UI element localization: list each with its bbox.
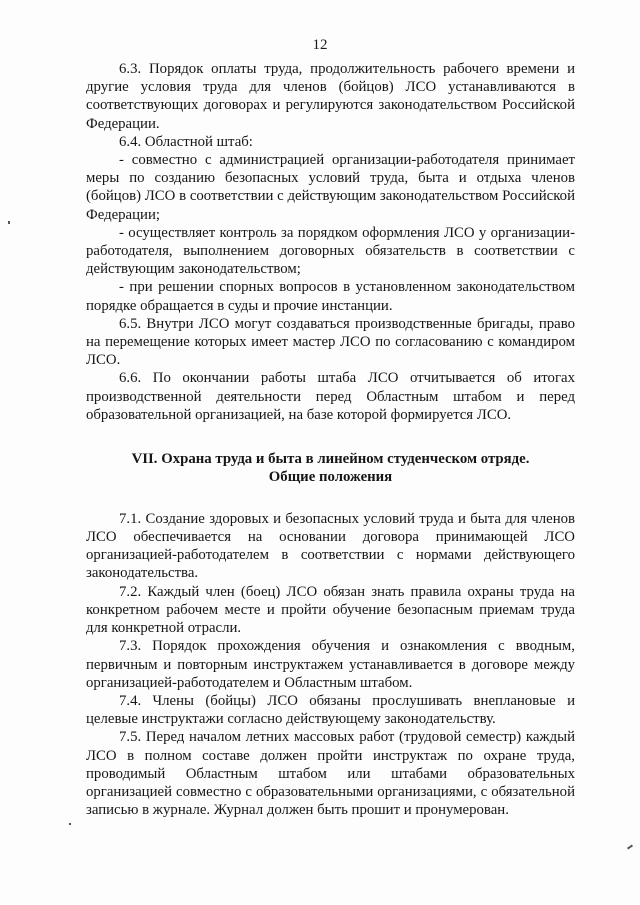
scan-mark-left xyxy=(8,221,10,224)
paragraph-7-4: 7.4. Члены (бойцы) ЛСО обязаны прослушивать внеплановые и целевые инструктажи согласно действующему законодательству. xyxy=(86,692,575,728)
page-number: 12 xyxy=(312,37,328,53)
section-heading-line-2: Общие положения xyxy=(268,469,393,486)
document-body xyxy=(86,60,575,819)
scan-mark-bottom-left xyxy=(69,823,71,825)
paragraph-6-6: 6.6. По окончании работы штаба ЛСО отчитывается об итогах производственной деятельности перед Областным штабом и перед образовательной организацией, на базе которой формируется ЛСО. xyxy=(86,370,575,423)
paragraph-6-4-heading: 6.4. Областной штаб: xyxy=(119,133,253,150)
paragraph-7-1: 7.1. Создание здоровых и безопасных условий труда и быта для членов ЛСО обеспечивается на основании договора принимающей ЛСО организацией-работодателем в соответствии с нормами действующего законодательства. xyxy=(86,510,575,582)
paragraph-6-5: 6.5. Внутри ЛСО могут создаваться производственные бригады, право на перемещение которых имеет мастер ЛСО по согласованию с командиром ЛСО. xyxy=(86,315,575,369)
paragraph-6-4-item-2: - осуществляет контроль за порядком оформления ЛСО у организации-работодателя, выполнением договорных обязательств в соответствии с действующим законодательством; xyxy=(86,224,575,278)
section-heading xyxy=(86,450,575,487)
scan-mark-right xyxy=(627,844,633,849)
paragraph-7-5: 7.5. Перед началом летних массовых работ (трудовой семестр) каждый ЛСО в полном составе должен пройти инструктаж по охране труда, проводимый Областным штабом или штабами образовательных организацией совместно с образовательными организациями, с обязательной записью в журнале. Журнал должен быть прошит и пронумерован. xyxy=(86,729,575,819)
section-heading-line-1: VII. Охрана труда и быта в линейном студенческом отряде. xyxy=(131,451,530,468)
paragraph-6-4-item-3: - при решении спорных вопросов в установленном законодательством порядке обращается в суды и прочие инстанции. xyxy=(86,279,575,314)
paragraph-7-2: 7.2. Каждый член (боец) ЛСО обязан знать правила охраны труда на конкретном рабочем месте и пройти обучение безопасным приемам труда для конкретной отрасли. xyxy=(86,583,575,637)
paragraph-7-3: 7.3. Порядок прохождения обучения и ознакомления с вводным, первичным и повторным инструктажем устанавливается в договоре между организацией-работодателем и Областным штабом. xyxy=(86,638,575,691)
paragraph-6-3: 6.3. Порядок оплаты труда, продолжительность рабочего времени и другие условия труда для членов (бойцов) ЛСО устанавливаются в соответствующих договорах и регулируются законодательством Российской Федерации. xyxy=(86,61,575,132)
paragraph-6-4-item-1: - совместно с администрацией организации-работодателя принимает меры по созданию безопасных условий труда, быта и отдыха членов (бойцов) ЛСО в соответствии с действующим законодательством Российской Федерации; xyxy=(86,152,575,223)
